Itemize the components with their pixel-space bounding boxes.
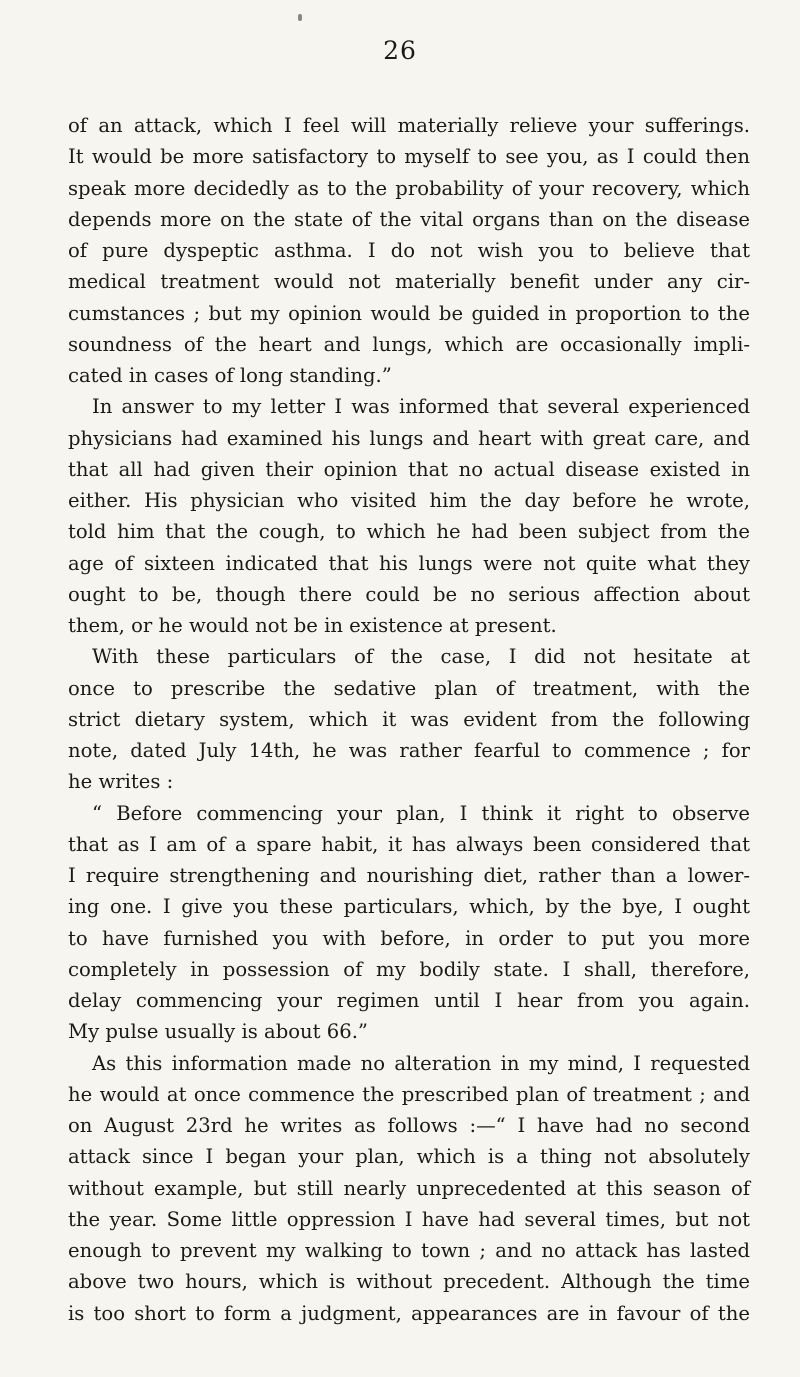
text-line: note, dated July 14th, he was rather fearful to commence ; for	[68, 739, 750, 762]
text-line: told him that the cough, to which he had been subject from the	[68, 520, 750, 544]
text-line: strict dietary system, which it was evident from the following	[68, 707, 750, 731]
text-line: of an attack, which I feel will materially relieve your sufferings.	[68, 114, 750, 137]
text-line: that all had given their opinion that no actual disease existed in	[68, 457, 750, 481]
text-line: without example, but still nearly unprecedented at this season of	[68, 1176, 750, 1200]
page-number: 26	[383, 36, 417, 65]
text-line: In answer to my letter I was informed that several experienced	[92, 395, 750, 419]
text-line: that as I am of a spare habit, it has always been considered that	[68, 832, 750, 856]
text-line: cated in cases of long standing.”	[68, 364, 392, 387]
text-line: he writes :	[68, 770, 174, 794]
text-line: the year. Some little oppression I have had several times, but not	[68, 1207, 750, 1231]
text-line: medical treatment would not materially benefit under any cir-	[68, 270, 750, 294]
text-line: attack since I began your plan, which is a thing not absolutely	[68, 1145, 750, 1169]
body-text	[68, 110, 750, 1329]
text-line: speak more decidedly as to the probability of your recovery, which	[68, 176, 750, 200]
text-line: he would at once commence the prescribed plan of treatment ; and	[68, 1082, 750, 1106]
text-line: “ Before commencing your plan, I think it right to observe	[92, 801, 750, 825]
text-line: My pulse usually is about 66.”	[68, 1020, 368, 1044]
text-line: ought to be, though there could be no serious affection about	[68, 582, 750, 606]
text-line: ing one. I give you these particulars, which, by the bye, I ought	[68, 895, 750, 919]
text-line: It would be more satisfactory to myself to see you, as I could then	[68, 145, 750, 169]
text-line: enough to prevent my walking to town ; and no attack has lasted	[68, 1239, 750, 1262]
text-line: age of sixteen indicated that his lungs were not quite what they	[68, 551, 750, 575]
text-line: cumstances ; but my opinion would be guided in proportion to the	[68, 301, 750, 325]
text-line: is too short to form a judgment, appearances are in favour of the	[68, 1301, 750, 1325]
text-line: to have furnished you with before, in order to put you more	[68, 926, 750, 950]
text-line: once to prescribe the sedative plan of treatment, with the	[68, 676, 750, 700]
text-line: them, or he would not be in existence at present.	[68, 614, 557, 637]
text-line: completely in possession of my bodily state. I shall, therefore,	[68, 957, 750, 981]
text-line: depends more on the state of the vital organs than on the disease	[68, 207, 750, 231]
text-line: on August 23rd he writes as follows :—“ I have had no second	[68, 1114, 750, 1137]
text-line: physicians had examined his lungs and heart with great care, and	[68, 426, 750, 450]
text-line: of pure dyspeptic asthma. I do not wish you to believe that	[68, 239, 750, 262]
print-speck	[298, 14, 302, 21]
text-line: either. His physician who visited him the day before he wrote,	[68, 489, 750, 512]
text-line: I require strengthening and nourishing diet, rather than a lower-	[68, 864, 750, 887]
text-line: soundness of the heart and lungs, which are occasionally impli-	[68, 332, 750, 356]
text-line: As this information made no alteration in my mind, I requested	[92, 1051, 750, 1075]
text-line: delay commencing your regimen until I hear from you again.	[68, 989, 750, 1012]
text-line: With these particulars of the case, I did not hesitate at	[92, 645, 750, 669]
text-line: above two hours, which is without precedent. Although the time	[68, 1270, 750, 1294]
